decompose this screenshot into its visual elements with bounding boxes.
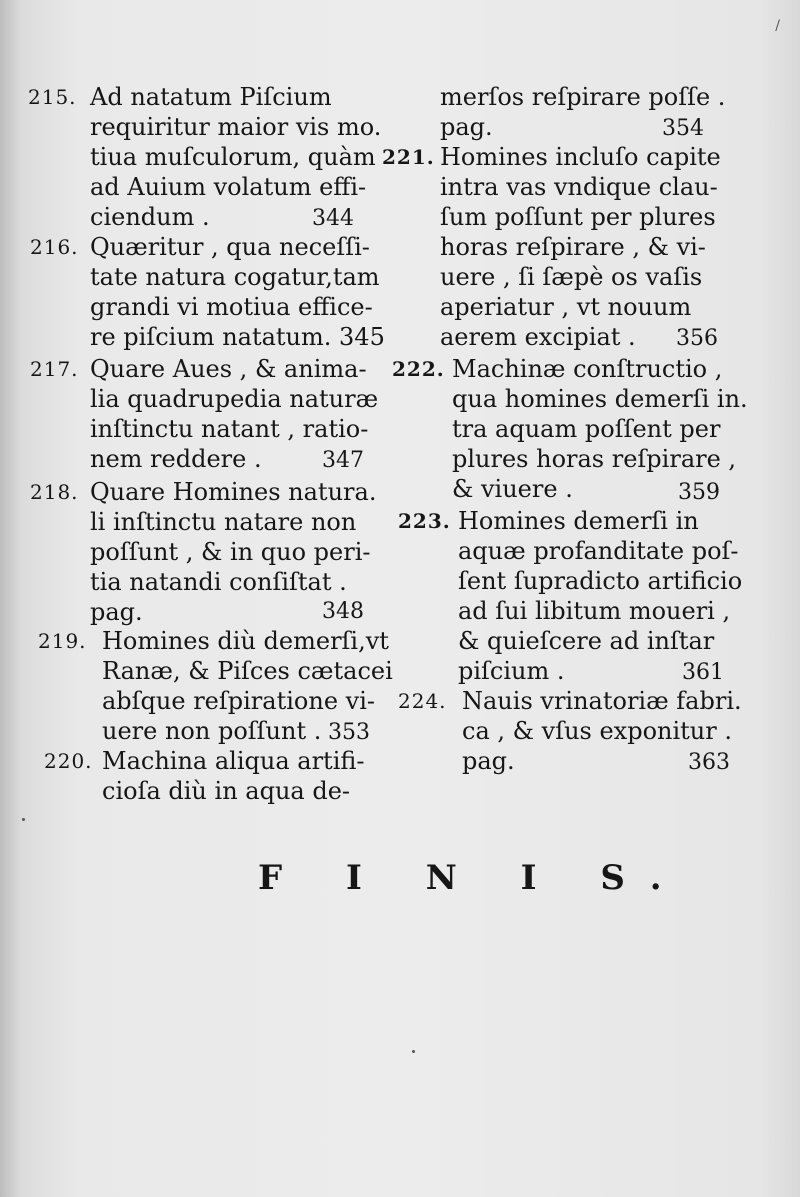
entry-line: abſque reſpiratione vi- <box>102 687 375 715</box>
entry-line: aquæ profanditate poſ- <box>458 537 739 565</box>
entry-line: Homines incluſo capite <box>440 143 721 171</box>
entry-line: Homines diù demerſi,vt <box>102 627 389 655</box>
entry-line: & quieſcere ad inſtar <box>458 627 715 655</box>
entry-number: 216. <box>30 235 79 259</box>
entry-line: pag. <box>90 598 143 626</box>
entry-line: Quæritur , qua neceſſi- <box>90 233 370 261</box>
page-reference: 361 <box>682 660 724 685</box>
page-reference: 359 <box>678 480 720 505</box>
entry-line: intra vas vndique clau- <box>440 173 718 201</box>
page-reference: 347 <box>322 448 364 473</box>
entry-line: lia quadrupedia naturæ <box>90 385 379 413</box>
entry-line: tate natura cogatur,tam <box>90 263 380 291</box>
entry-line: ad ſui libitum moueri , <box>458 597 731 625</box>
entry-line: li inſtinctu natare non <box>90 508 357 536</box>
finis-heading: F I N I S. <box>258 858 688 898</box>
entry-line: Ad natatum Piſcium <box>90 83 332 111</box>
paper-speck <box>412 1050 415 1053</box>
entry-line: ciendum . <box>90 203 210 231</box>
page-reference: 344 <box>312 206 354 231</box>
entry-line: aerem excipiat . <box>440 323 636 351</box>
paper-speck <box>22 818 25 821</box>
entry-line: requiritur maior vis mo. <box>90 113 382 141</box>
entry-line: tiua muſculorum, quàm <box>90 143 376 171</box>
entry-line: re piſcium natatum. 345 <box>90 323 385 351</box>
entry-number: 222. <box>392 357 445 381</box>
entry-line: grandi vi motiua effice- <box>90 293 373 321</box>
entry-line: Machina aliqua artifi- <box>102 747 365 775</box>
entry-line: uere non poſſunt . <box>102 717 322 745</box>
entry-line: tra aquam poſſent per <box>452 415 721 443</box>
page-reference: 348 <box>322 599 364 624</box>
entry-line: pag. <box>462 747 515 775</box>
entry-line: Machinæ conſtructio , <box>452 355 723 383</box>
entry-line: piſcium . <box>458 657 565 685</box>
entry-line: ad Auium volatum effi- <box>90 173 367 201</box>
entry-number: 223. <box>398 509 451 533</box>
page-reference: 356 <box>676 326 718 351</box>
entry-line: poſſunt , & in quo peri- <box>90 538 371 566</box>
entry-line: Quare Aues , & anima- <box>90 355 367 383</box>
entry-line: uere , ſi ſæpè os vaſis <box>440 263 703 291</box>
entry-number: 221. <box>382 145 435 169</box>
entry-line: cioſa diù in aqua de- <box>102 777 351 805</box>
entry-line: Quare Homines natura. <box>90 478 377 506</box>
entry-number: 220. <box>44 749 93 773</box>
entry-line: nem reddere . <box>90 445 262 473</box>
entry-line: & viuere . <box>452 475 573 503</box>
entry-number: 217. <box>30 357 79 381</box>
entry-number: 224. <box>398 689 447 713</box>
entry-line: ſent ſupradicto artificio <box>458 567 743 595</box>
entry-line: Nauis vrinatoriæ fabri. <box>462 687 742 715</box>
entry-line: qua homines demerſi in. <box>452 385 748 413</box>
entry-number: 218. <box>30 480 79 504</box>
entry-line: ca , & vſus exponitur . <box>462 717 732 745</box>
entry-line: tia natandi conſiſtat . <box>90 568 347 596</box>
entry-number: 219. <box>38 629 87 653</box>
page-reference: 354 <box>662 116 704 141</box>
entry-line: horas reſpirare , & vi- <box>440 233 706 261</box>
entry-line: inſtinctu natant , ratio- <box>90 415 369 443</box>
entry-number: 215. <box>28 85 77 109</box>
page-corner-mark: / <box>775 18 780 34</box>
entry-line: ſum poſſunt per plures <box>440 203 716 231</box>
entry-line: Homines demerſi in <box>458 507 699 535</box>
page-reference: 353 <box>328 720 370 745</box>
entry-line: plures horas reſpirare , <box>452 445 737 473</box>
entry-line: Ranæ, & Piſces cætacei <box>102 657 393 685</box>
entry-line: aperiatur , vt nouum <box>440 293 692 321</box>
entry-line: pag. <box>440 113 493 141</box>
entry-line: merſos reſpirare poſſe . <box>440 83 726 111</box>
page-reference: 363 <box>688 750 730 775</box>
